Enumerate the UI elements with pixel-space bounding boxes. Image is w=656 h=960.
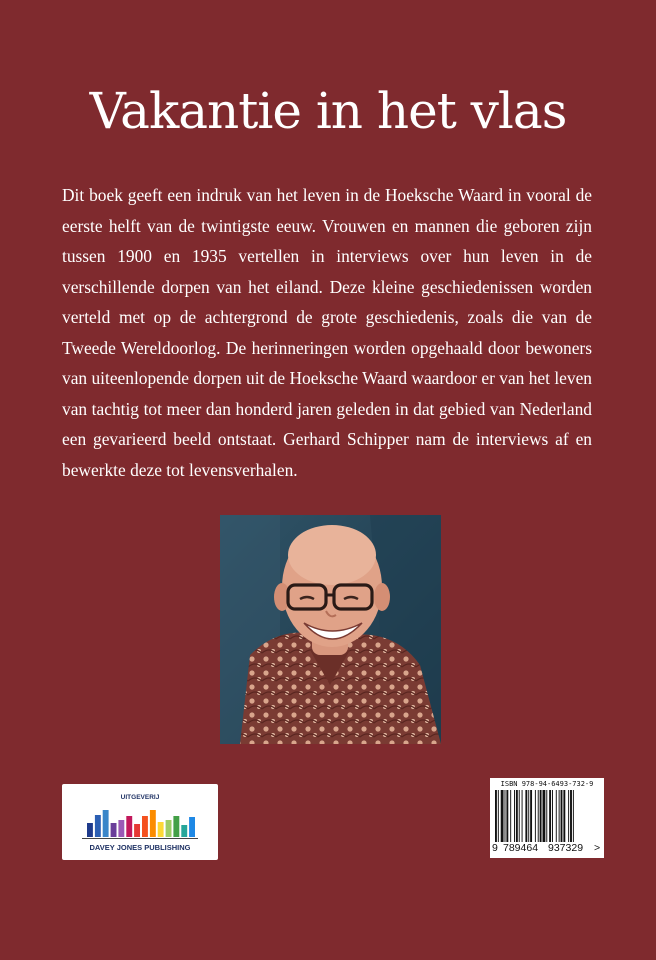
publisher-label-bottom: DAVEY JONES PUBLISHING [89, 843, 191, 852]
publisher-rainbow-bars [86, 807, 196, 837]
barcode-bar [556, 790, 557, 842]
barcode-bar [528, 790, 529, 842]
publisher-bar [134, 824, 140, 837]
publisher-label-top: UITGEVERIJ [120, 794, 160, 801]
author-photo [220, 515, 441, 744]
publisher-bar [126, 816, 132, 837]
publisher-bar [142, 816, 148, 837]
publisher-bar [111, 823, 117, 837]
barcode-bar [538, 790, 539, 842]
publisher-logo [62, 784, 218, 860]
barcode-bar [510, 790, 511, 842]
barcode-bar [495, 790, 497, 842]
book-title: Vakantie in het vlas [89, 82, 567, 140]
barcode-digit-group1: 789464 [503, 842, 539, 854]
publisher-bar [158, 822, 164, 837]
barcode-bar [514, 790, 515, 842]
barcode-bar [543, 790, 546, 842]
publisher-bar [150, 810, 156, 837]
barcode-bar [498, 790, 499, 842]
publisher-bar [118, 820, 124, 837]
isbn-barcode [490, 778, 604, 858]
publisher-bar [103, 810, 109, 837]
barcode-digit-tail: > [594, 842, 601, 854]
barcode-bar [563, 790, 565, 842]
barcode-bar [561, 790, 563, 842]
publisher-bar [173, 816, 179, 837]
publisher-bar [166, 820, 172, 837]
barcode-bars [495, 790, 599, 842]
barcode-bar [506, 790, 508, 842]
publisher-bar [181, 825, 187, 837]
publisher-bar [189, 817, 195, 837]
barcode-bar [570, 790, 572, 842]
publisher-bar [95, 815, 101, 837]
barcode-digit-lead: 9 [492, 842, 498, 854]
book-blurb: Dit boek geeft een indruk van het leven in de Hoeksche Waard in vooral de eerste helft van de twintigste eeuw. Vrouwen en mannen die geboren zijn tussen 1900 en 1935 vertellen in interviews over hun leven in de verschillende dorpen van het eiland. Deze kleine geschiedenissen worden verteld met op de achtergrond de grote geschiedenis, zoals die van de Tweede Wereldoorlog. De herinneringen worden opgehaald door bewoners van uiteenlopende dorpen uit de Hoeksche Waard waardoor er van het leven van tachtig tot meer dan honderd jaren geleden in dat gebied van Nederland een gevarieerd beeld ontstaat. Gerhard Schipper nam de interviews af en bewerkte deze tot levensverhalen. [62, 185, 592, 480]
barcode-bar [516, 790, 518, 842]
barcode-bar [568, 790, 569, 842]
barcode-digit-group2: 937329 [548, 842, 584, 854]
barcode-bar [505, 790, 506, 842]
barcode-bar [535, 790, 536, 842]
barcode-bar [530, 790, 532, 842]
barcode-bar [501, 790, 504, 842]
barcode-bar [525, 790, 527, 842]
barcode-bar [549, 790, 551, 842]
barcode-bar [522, 790, 523, 842]
barcode-bar [546, 790, 547, 842]
publisher-divider [82, 838, 198, 839]
isbn-label: ISBN 978-94-6493-732-9 [500, 780, 594, 788]
barcode-bar [552, 790, 553, 842]
barcode-bar [540, 790, 542, 842]
barcode-bar [573, 790, 574, 842]
barcode-bar [519, 790, 520, 842]
barcode-bar [559, 790, 560, 842]
publisher-bar [87, 823, 93, 837]
